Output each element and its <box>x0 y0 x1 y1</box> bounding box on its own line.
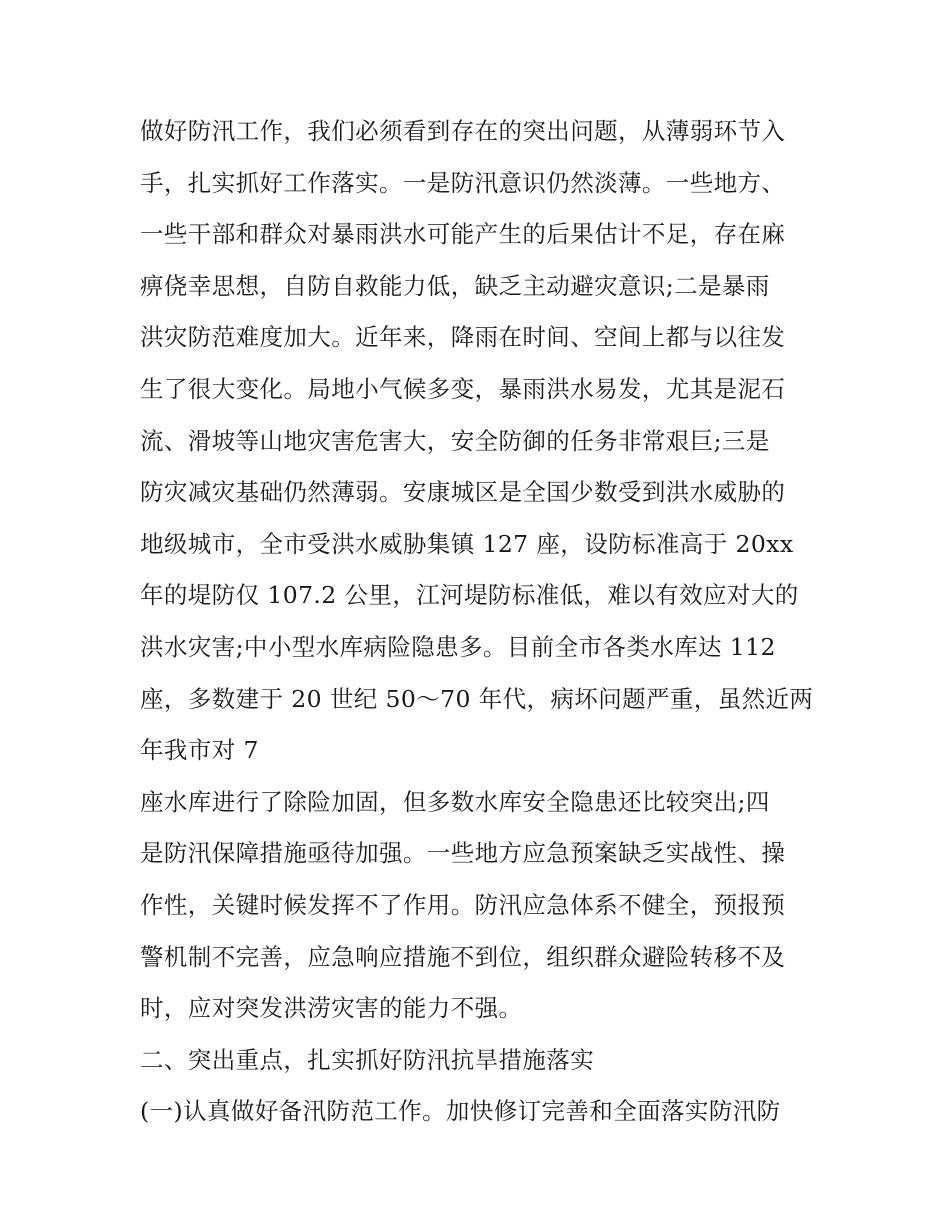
text-line: 时，应对突发洪涝灾害的能力不强。 <box>140 994 523 1023</box>
text-line: 洪水灾害;中小型水库病险隐患多。目前全市各类水库达 112 <box>140 632 776 661</box>
text-line: 痹侥幸思想，自防自救能力低，缺乏主动避灾意识;二是暴雨 <box>140 271 770 300</box>
text-line: 防灾减灾基础仍然薄弱。安康城区是全国少数受到洪水威胁的 <box>140 478 786 507</box>
text-line: 警机制不完善，应急响应措施不到位，组织群众避险转移不及 <box>140 942 786 971</box>
text-line: 年我市对 7 <box>140 736 259 765</box>
text-line: 地级城市，全市受洪水威胁集镇 127 座，设防标准高于 20xx <box>140 529 794 558</box>
text-line: 流、滑坡等山地灾害危害大，安全防御的任务非常艰巨;三是 <box>140 426 770 455</box>
text-line: 洪灾防范难度加大。近年来，降雨在时间、空间上都与以往发 <box>140 323 786 352</box>
text-line: 是防汛保障措施亟待加强。一些地方应急预案缺乏实战性、操 <box>140 839 786 868</box>
text-line: 手，扎实抓好工作落实。一是防汛意识仍然淡薄。一些地方、 <box>140 168 786 197</box>
section-heading: 二、突出重点，扎实抓好防汛抗旱措施落实 <box>140 1045 595 1074</box>
body-text <box>140 106 820 1138</box>
text-line: 年的堤防仅 107.2 公里，江河堤防标准低，难以有效应对大的 <box>140 581 799 610</box>
text-line: 一些干部和群众对暴雨洪水可能产生的后果估计不足，存在麻 <box>140 220 786 249</box>
text-line: 做好防汛工作，我们必须看到存在的突出问题，从薄弱环节入 <box>140 117 786 145</box>
text-line: 生了很大变化。局地小气候多变，暴雨洪水易发，尤其是泥石 <box>140 374 786 403</box>
text-line: 座水库进行了除险加固，但多数水库安全隐患还比较突出;四 <box>140 787 770 816</box>
text-line: (一)认真做好备汛防范工作。加快修订完善和全面落实防汛防 <box>140 1097 781 1126</box>
text-line: 座，多数建于 20 世纪 50～70 年代，病坏问题严重，虽然近两 <box>140 684 814 713</box>
text-line: 作性，关键时候发挥不了作用。防汛应急体系不健全，预报预 <box>140 890 786 919</box>
